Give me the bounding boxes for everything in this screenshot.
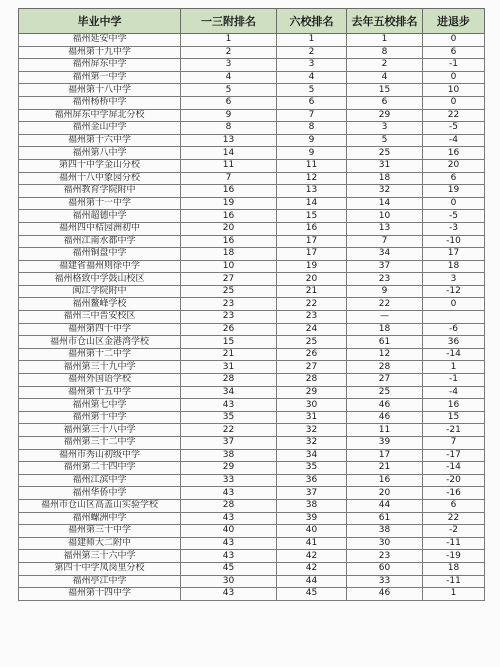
table-row — [19, 399, 485, 412]
cell-last-year-rank: 15 — [347, 84, 423, 97]
cell-sanfu-rank: 43 — [181, 550, 277, 563]
cell-sanfu-rank: 11 — [181, 159, 277, 172]
cell-six-school-rank: 16 — [277, 222, 347, 235]
cell-progress — [423, 311, 485, 324]
cell-progress: 17 — [423, 248, 485, 261]
table-row — [19, 122, 485, 135]
cell-school: 闽江学院附中 — [19, 285, 181, 298]
cell-sanfu-rank: 10 — [181, 260, 277, 273]
cell-last-year-rank: 25 — [347, 386, 423, 399]
cell-progress: 0 — [423, 71, 485, 84]
cell-sanfu-rank: 28 — [181, 374, 277, 387]
cell-progress: -2 — [423, 525, 485, 538]
table-row — [19, 575, 485, 588]
cell-progress: -11 — [423, 537, 485, 550]
cell-school: 福州第七中学 — [19, 399, 181, 412]
cell-six-school-rank: 9 — [277, 147, 347, 160]
cell-last-year-rank: 18 — [347, 172, 423, 185]
cell-sanfu-rank: 9 — [181, 109, 277, 122]
cell-six-school-rank: 21 — [277, 285, 347, 298]
cell-sanfu-rank: 43 — [181, 537, 277, 550]
cell-sanfu-rank: 25 — [181, 285, 277, 298]
cell-school: 福州三中晋安校区 — [19, 311, 181, 324]
cell-progress: -1 — [423, 59, 485, 72]
cell-school: 福州市秀山初级中学 — [19, 449, 181, 462]
cell-sanfu-rank: 14 — [181, 147, 277, 160]
cell-school: 福州华侨中学 — [19, 487, 181, 500]
cell-sanfu-rank: 27 — [181, 273, 277, 286]
cell-progress: 36 — [423, 336, 485, 349]
cell-sanfu-rank: 23 — [181, 311, 277, 324]
table-row — [19, 185, 485, 198]
cell-school: 福州第十六中学 — [19, 134, 181, 147]
cell-sanfu-rank: 43 — [181, 399, 277, 412]
table-row — [19, 537, 485, 550]
cell-last-year-rank: 60 — [347, 562, 423, 575]
cell-last-year-rank: 2 — [347, 59, 423, 72]
cell-six-school-rank: 44 — [277, 575, 347, 588]
cell-sanfu-rank: 16 — [181, 185, 277, 198]
cell-school: 福州第三十八中学 — [19, 424, 181, 437]
table-row — [19, 298, 485, 311]
cell-six-school-rank: 45 — [277, 588, 347, 601]
cell-last-year-rank: 6 — [347, 96, 423, 109]
cell-progress: -4 — [423, 386, 485, 399]
cell-last-year-rank: 5 — [347, 134, 423, 147]
cell-six-school-rank: 7 — [277, 109, 347, 122]
cell-six-school-rank: 42 — [277, 562, 347, 575]
cell-progress: 1 — [423, 361, 485, 374]
cell-progress: 18 — [423, 562, 485, 575]
cell-progress: -5 — [423, 122, 485, 135]
table-row — [19, 562, 485, 575]
cell-school: 福州亭江中学 — [19, 575, 181, 588]
cell-progress: -4 — [423, 134, 485, 147]
table-row — [19, 386, 485, 399]
cell-school: 福州第四十中学 — [19, 323, 181, 336]
cell-last-year-rank: 30 — [347, 537, 423, 550]
cell-six-school-rank: 5 — [277, 84, 347, 97]
cell-sanfu-rank: 43 — [181, 487, 277, 500]
cell-six-school-rank: 19 — [277, 260, 347, 273]
cell-sanfu-rank: 29 — [181, 462, 277, 475]
cell-last-year-rank: 23 — [347, 550, 423, 563]
cell-progress: -20 — [423, 474, 485, 487]
cell-sanfu-rank: 8 — [181, 122, 277, 135]
cell-school: 福州第十二中学 — [19, 348, 181, 361]
cell-last-year-rank: 14 — [347, 197, 423, 210]
cell-progress: 20 — [423, 159, 485, 172]
cell-sanfu-rank: 19 — [181, 197, 277, 210]
table-row — [19, 84, 485, 97]
table-row — [19, 311, 485, 324]
cell-last-year-rank: 22 — [347, 298, 423, 311]
cell-progress: 6 — [423, 172, 485, 185]
table-row — [19, 550, 485, 563]
cell-last-year-rank: 3 — [347, 122, 423, 135]
cell-six-school-rank: 2 — [277, 46, 347, 59]
cell-six-school-rank: 39 — [277, 512, 347, 525]
cell-six-school-rank: 31 — [277, 411, 347, 424]
cell-last-year-rank: 46 — [347, 588, 423, 601]
cell-progress: 0 — [423, 298, 485, 311]
cell-six-school-rank: 6 — [277, 96, 347, 109]
cell-school: 福州杨桥中学 — [19, 96, 181, 109]
cell-school: 福州第十一中学 — [19, 197, 181, 210]
cell-sanfu-rank: 20 — [181, 222, 277, 235]
cell-progress: 3 — [423, 273, 485, 286]
cell-school: 福州屏东中学屏北分校 — [19, 109, 181, 122]
cell-school: 福州第十五中学 — [19, 386, 181, 399]
cell-progress: -12 — [423, 285, 485, 298]
cell-progress: -6 — [423, 323, 485, 336]
cell-last-year-rank: 31 — [347, 159, 423, 172]
table-row — [19, 525, 485, 538]
cell-sanfu-rank: 28 — [181, 499, 277, 512]
table-row — [19, 134, 485, 147]
cell-six-school-rank: 42 — [277, 550, 347, 563]
table-row — [19, 437, 485, 450]
cell-last-year-rank: 17 — [347, 449, 423, 462]
cell-last-year-rank: 21 — [347, 462, 423, 475]
cell-school: 福州第三十六中学 — [19, 550, 181, 563]
cell-six-school-rank: 8 — [277, 122, 347, 135]
cell-last-year-rank: 13 — [347, 222, 423, 235]
table-row — [19, 487, 485, 500]
cell-progress: 16 — [423, 147, 485, 160]
cell-school: 福州江南水都中学 — [19, 235, 181, 248]
table-row — [19, 361, 485, 374]
cell-sanfu-rank: 22 — [181, 424, 277, 437]
cell-six-school-rank: 36 — [277, 474, 347, 487]
cell-six-school-rank: 30 — [277, 399, 347, 412]
table-row — [19, 260, 485, 273]
cell-six-school-rank: 17 — [277, 235, 347, 248]
cell-progress: 0 — [423, 34, 485, 47]
table-row — [19, 197, 485, 210]
cell-last-year-rank: 9 — [347, 285, 423, 298]
cell-sanfu-rank: 16 — [181, 235, 277, 248]
cell-progress: -3 — [423, 222, 485, 235]
cell-last-year-rank: 44 — [347, 499, 423, 512]
cell-six-school-rank: 20 — [277, 273, 347, 286]
cell-last-year-rank: 34 — [347, 248, 423, 261]
cell-sanfu-rank: 31 — [181, 361, 277, 374]
cell-sanfu-rank: 43 — [181, 512, 277, 525]
cell-last-year-rank: 11 — [347, 424, 423, 437]
cell-progress: 1 — [423, 588, 485, 601]
cell-last-year-rank: 25 — [347, 147, 423, 160]
cell-school: 福州金山中学 — [19, 122, 181, 135]
cell-sanfu-rank: 38 — [181, 449, 277, 462]
cell-progress: 22 — [423, 512, 485, 525]
cell-last-year-rank: 12 — [347, 348, 423, 361]
table-row — [19, 474, 485, 487]
table-row — [19, 499, 485, 512]
cell-sanfu-rank: 21 — [181, 348, 277, 361]
cell-progress: 22 — [423, 109, 485, 122]
cell-last-year-rank: 28 — [347, 361, 423, 374]
cell-last-year-rank: 61 — [347, 512, 423, 525]
table-row — [19, 323, 485, 336]
table-row — [19, 59, 485, 72]
cell-six-school-rank: 23 — [277, 311, 347, 324]
table-row — [19, 71, 485, 84]
cell-last-year-rank: 46 — [347, 411, 423, 424]
cell-last-year-rank: 29 — [347, 109, 423, 122]
table-row — [19, 374, 485, 387]
cell-last-year-rank: 61 — [347, 336, 423, 349]
cell-school: 福州超德中学 — [19, 210, 181, 223]
cell-school: 福州第十中学 — [19, 411, 181, 424]
cell-sanfu-rank: 40 — [181, 525, 277, 538]
cell-sanfu-rank: 18 — [181, 248, 277, 261]
cell-school: 福州第十四中学 — [19, 588, 181, 601]
cell-six-school-rank: 11 — [277, 159, 347, 172]
cell-school: 福州第十九中学 — [19, 46, 181, 59]
cell-last-year-rank: 32 — [347, 185, 423, 198]
cell-progress: -1 — [423, 374, 485, 387]
cell-school: 福州第十八中学 — [19, 84, 181, 97]
table-row — [19, 235, 485, 248]
table-row — [19, 248, 485, 261]
table-row — [19, 159, 485, 172]
cell-sanfu-rank: 1 — [181, 34, 277, 47]
table-body — [19, 34, 485, 601]
table-row — [19, 46, 485, 59]
cell-school: 福州鳌峰学校 — [19, 298, 181, 311]
cell-six-school-rank: 17 — [277, 248, 347, 261]
cell-school: 福州屏东中学 — [19, 59, 181, 72]
cell-last-year-rank: 4 — [347, 71, 423, 84]
table-row — [19, 348, 485, 361]
cell-six-school-rank: 29 — [277, 386, 347, 399]
cell-sanfu-rank: 2 — [181, 46, 277, 59]
cell-last-year-rank: 18 — [347, 323, 423, 336]
cell-sanfu-rank: 37 — [181, 437, 277, 450]
cell-last-year-rank: 37 — [347, 260, 423, 273]
cell-progress: -10 — [423, 235, 485, 248]
cell-sanfu-rank: 6 — [181, 96, 277, 109]
table-row — [19, 147, 485, 160]
cell-six-school-rank: 41 — [277, 537, 347, 550]
cell-school: 福州十八中象园分校 — [19, 172, 181, 185]
cell-progress: 6 — [423, 46, 485, 59]
table-row — [19, 222, 485, 235]
cell-six-school-rank: 34 — [277, 449, 347, 462]
cell-school: 福州第八中学 — [19, 147, 181, 160]
cell-sanfu-rank: 33 — [181, 474, 277, 487]
cell-progress: -21 — [423, 424, 485, 437]
cell-school: 福州四中桔园洲初中 — [19, 222, 181, 235]
cell-six-school-rank: 15 — [277, 210, 347, 223]
cell-six-school-rank: 3 — [277, 59, 347, 72]
cell-six-school-rank: 37 — [277, 487, 347, 500]
cell-six-school-rank: 28 — [277, 374, 347, 387]
cell-six-school-rank: 25 — [277, 336, 347, 349]
cell-six-school-rank: 38 — [277, 499, 347, 512]
cell-school: 福州市仓山区高盖山实验学校 — [19, 499, 181, 512]
table-row — [19, 34, 485, 47]
cell-progress: -5 — [423, 210, 485, 223]
cell-sanfu-rank: 34 — [181, 386, 277, 399]
ranking-table — [18, 8, 485, 601]
cell-last-year-rank: 8 — [347, 46, 423, 59]
table-row — [19, 449, 485, 462]
cell-six-school-rank: 13 — [277, 185, 347, 198]
cell-six-school-rank: 9 — [277, 134, 347, 147]
cell-school: 第四十中学凤岗里分校 — [19, 562, 181, 575]
cell-progress: 0 — [423, 96, 485, 109]
cell-sanfu-rank: 43 — [181, 588, 277, 601]
table-row — [19, 109, 485, 122]
cell-school: 福州第三十中学 — [19, 525, 181, 538]
cell-school: 福州第三十九中学 — [19, 361, 181, 374]
cell-school: 福州外国语学校 — [19, 374, 181, 387]
cell-progress: 10 — [423, 84, 485, 97]
cell-progress: 6 — [423, 499, 485, 512]
cell-sanfu-rank: 30 — [181, 575, 277, 588]
cell-sanfu-rank: 15 — [181, 336, 277, 349]
cell-progress: -19 — [423, 550, 485, 563]
cell-school: 福州市仓山区金港湾学校 — [19, 336, 181, 349]
cell-progress: -11 — [423, 575, 485, 588]
table-row — [19, 588, 485, 601]
header-six-school-rank: 六校排名 — [277, 9, 347, 34]
cell-last-year-rank: 38 — [347, 525, 423, 538]
table-header-row — [19, 9, 485, 34]
cell-sanfu-rank: 13 — [181, 134, 277, 147]
cell-six-school-rank: 4 — [277, 71, 347, 84]
cell-school: 第四十中学金山分校 — [19, 159, 181, 172]
cell-last-year-rank: 1 — [347, 34, 423, 47]
cell-six-school-rank: 1 — [277, 34, 347, 47]
cell-sanfu-rank: 5 — [181, 84, 277, 97]
cell-sanfu-rank: 23 — [181, 298, 277, 311]
header-school: 毕业中学 — [19, 9, 181, 34]
cell-sanfu-rank: 3 — [181, 59, 277, 72]
cell-last-year-rank: 7 — [347, 235, 423, 248]
cell-school: 福州铜盘中学 — [19, 248, 181, 261]
cell-last-year-rank: 46 — [347, 399, 423, 412]
cell-six-school-rank: 14 — [277, 197, 347, 210]
cell-sanfu-rank: 26 — [181, 323, 277, 336]
cell-six-school-rank: 22 — [277, 298, 347, 311]
cell-last-year-rank: 20 — [347, 487, 423, 500]
cell-sanfu-rank: 45 — [181, 562, 277, 575]
cell-six-school-rank: 27 — [277, 361, 347, 374]
cell-last-year-rank: — — [347, 311, 423, 324]
cell-six-school-rank: 40 — [277, 525, 347, 538]
header-sanfu-rank: 一三附排名 — [181, 9, 277, 34]
cell-progress: -16 — [423, 487, 485, 500]
table-row — [19, 285, 485, 298]
table-row — [19, 424, 485, 437]
cell-progress: 15 — [423, 411, 485, 424]
cell-sanfu-rank: 4 — [181, 71, 277, 84]
cell-school: 福建师大二附中 — [19, 537, 181, 550]
cell-progress: -14 — [423, 348, 485, 361]
cell-six-school-rank: 26 — [277, 348, 347, 361]
cell-school: 福州第二十四中学 — [19, 462, 181, 475]
table-row — [19, 462, 485, 475]
cell-school: 福州第一中学 — [19, 71, 181, 84]
cell-six-school-rank: 32 — [277, 424, 347, 437]
cell-school: 福州螺洲中学 — [19, 512, 181, 525]
cell-progress: -14 — [423, 462, 485, 475]
cell-last-year-rank: 16 — [347, 474, 423, 487]
table-row — [19, 96, 485, 109]
cell-school: 福州格致中学鼓山校区 — [19, 273, 181, 286]
cell-last-year-rank: 33 — [347, 575, 423, 588]
table-row — [19, 411, 485, 424]
cell-progress: 7 — [423, 437, 485, 450]
table-row — [19, 512, 485, 525]
cell-progress: 19 — [423, 185, 485, 198]
table-row — [19, 172, 485, 185]
table-row — [19, 210, 485, 223]
cell-last-year-rank: 27 — [347, 374, 423, 387]
cell-progress: 16 — [423, 399, 485, 412]
cell-progress: -17 — [423, 449, 485, 462]
cell-sanfu-rank: 35 — [181, 411, 277, 424]
cell-school: 福州延安中学 — [19, 34, 181, 47]
header-last-year-rank: 去年五校排名 — [347, 9, 423, 34]
cell-last-year-rank: 23 — [347, 273, 423, 286]
table-row — [19, 273, 485, 286]
cell-six-school-rank: 24 — [277, 323, 347, 336]
cell-six-school-rank: 12 — [277, 172, 347, 185]
cell-last-year-rank: 10 — [347, 210, 423, 223]
cell-school: 福州第三十二中学 — [19, 437, 181, 450]
cell-progress: 18 — [423, 260, 485, 273]
cell-six-school-rank: 35 — [277, 462, 347, 475]
cell-last-year-rank: 39 — [347, 437, 423, 450]
cell-progress: 0 — [423, 197, 485, 210]
cell-sanfu-rank: 16 — [181, 210, 277, 223]
table-row — [19, 336, 485, 349]
header-progress: 进退步 — [423, 9, 485, 34]
cell-six-school-rank: 32 — [277, 437, 347, 450]
cell-school: 福州江滨中学 — [19, 474, 181, 487]
cell-sanfu-rank: 7 — [181, 172, 277, 185]
cell-school: 福州教育学院附中 — [19, 185, 181, 198]
cell-school: 福建省福州则徐中学 — [19, 260, 181, 273]
